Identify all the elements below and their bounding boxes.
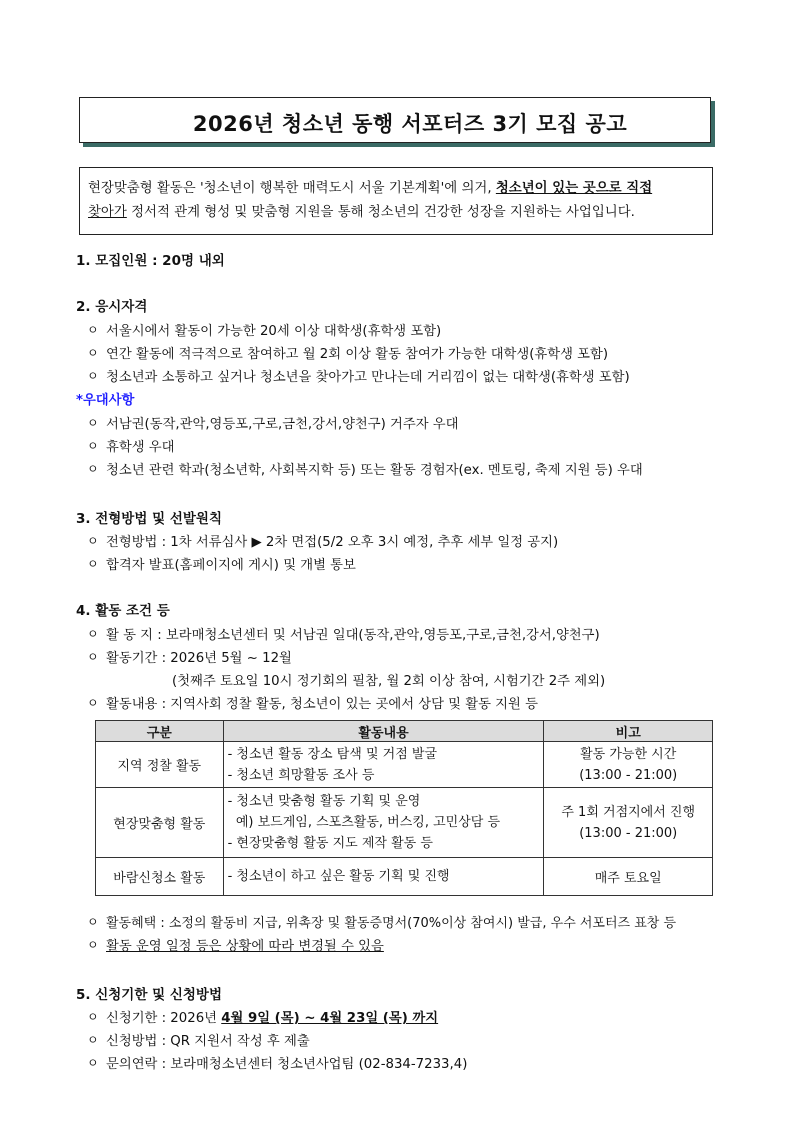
- bullet: ㅇ: [87, 534, 99, 548]
- list-item: [106, 1007, 438, 1026]
- bullet: ㅇ: [87, 696, 99, 710]
- bullet: ㅇ: [87, 1056, 99, 1070]
- table-cell: [223, 788, 544, 858]
- list-item: 합격자 발표(홈페이지에 게시) 및 개별 통보: [106, 558, 356, 573]
- activity-table: [95, 720, 713, 896]
- title-box: [79, 97, 711, 143]
- table-cell: 매주 토요일: [544, 858, 713, 896]
- table-cell: [223, 742, 544, 788]
- intro-text: 현장맞춤형 활동은 '청소년이 행복한 매력도시 서울 기본계획'에 의거,: [88, 181, 496, 196]
- table-header-row: [96, 721, 713, 742]
- table-header: 비고: [544, 721, 713, 742]
- bullet: ㅇ: [87, 1010, 99, 1024]
- table-cell-line: 주 1회 거점지에서 진행: [561, 804, 696, 820]
- section-4-title: 4. 활동 조건 등: [76, 603, 170, 619]
- table-cell: 바람신청소 활동: [96, 858, 224, 896]
- list-item: 활동기간 : 2026년 5월 ~ 12월: [106, 651, 292, 666]
- table-row: [96, 788, 713, 858]
- list-item: 전형방법 : 1차 서류심사 ▶ 2차 면접(5/2 오후 3시 예정, 추후 세부 일정 공지): [106, 535, 559, 550]
- bullet: ㅇ: [87, 369, 99, 383]
- bullet: ㅇ: [87, 323, 99, 337]
- table-row: [96, 858, 713, 896]
- table-cell: [223, 858, 544, 896]
- list-item: 문의연락 : 보라매청소년센터 청소년사업팀 (02-834-7233,4): [106, 1057, 468, 1072]
- deadline-value: 4월 9일 (목) ~ 4월 23일 (목) 까지: [221, 1011, 439, 1026]
- table-cell-line: 예) 보드게임, 스포츠활동, 버스킹, 고민상담 등: [227, 815, 501, 830]
- list-item: 서남권(동작,관악,영등포,구로,금천,강서,양천구) 거주자 우대: [106, 417, 459, 432]
- bullet: ㅇ: [87, 462, 99, 476]
- bullet: ㅇ: [87, 650, 99, 664]
- preference-title: *우대사항: [76, 393, 135, 408]
- list-item: 활동내용 : 지역사회 정찰 활동, 청소년이 있는 곳에서 상담 및 활동 지원 등: [106, 697, 538, 712]
- section-5-title: 5. 신청기한 및 신청방법: [76, 987, 222, 1003]
- table-cell-line: (13:00 - 21:00): [579, 767, 678, 783]
- deadline-label: 신청기한 : 2026년: [106, 1011, 222, 1026]
- list-item: 연간 활동에 적극적으로 참여하고 월 2회 이상 활동 참여가 가능한 대학생(휴학생 포함): [106, 347, 609, 362]
- bullet: ㅇ: [87, 346, 99, 360]
- bullet: ㅇ: [87, 915, 99, 929]
- section-3-title: 3. 전형방법 및 선발원칙: [76, 511, 222, 527]
- bullet: ㅇ: [87, 439, 99, 453]
- table-header: 구분: [96, 721, 224, 742]
- bullet: ㅇ: [87, 938, 99, 952]
- bullet: ㅇ: [87, 627, 99, 641]
- list-item-notice: 활동 운영 일정 등은 상황에 따라 변경될 수 있음: [106, 939, 384, 954]
- table-cell-line: - 청소년 맞춤형 활동 기획 및 운영: [227, 794, 421, 809]
- list-item: 신청방법 : QR 지원서 작성 후 제출: [106, 1034, 310, 1049]
- list-item: 청소년과 소통하고 싶거나 청소년을 찾아가고 만나는데 거리낌이 없는 대학생(휴학생 포함): [106, 370, 630, 385]
- intro-highlight: 청소년이 있는 곳으로 직접: [495, 181, 653, 196]
- table-cell: [544, 742, 713, 788]
- list-item: 활 동 지 : 보라매청소년센터 및 서남권 일대(동작,관악,영등포,구로,금천,강서,양천구): [106, 628, 600, 643]
- table-cell-line: - 청소년이 하고 싶은 활동 기획 및 진행: [227, 869, 450, 884]
- list-item: 청소년 관련 학과(청소년학, 사회복지학 등) 또는 활동 경험자(ex. 멘토링, 축제 지원 등) 우대: [106, 463, 643, 478]
- table-cell-line: - 청소년 희망활동 조사 등: [227, 767, 375, 783]
- intro-underline: 찾아가: [88, 205, 127, 220]
- list-item: 활동혜택 : 소정의 활동비 지급, 위촉장 및 활동증명서(70%이상 참여시) 발급, 우수 서포터즈 표창 등: [106, 916, 677, 931]
- table-cell: [544, 788, 713, 858]
- bullet: ㅇ: [87, 557, 99, 571]
- table-cell-line: - 현장맞춤형 활동 지도 제작 활동 등: [227, 836, 433, 851]
- section-1-title: 1. 모집인원 : 20명 내외: [76, 253, 225, 269]
- section-2-title: 2. 응시자격: [76, 299, 148, 315]
- list-item: 휴학생 우대: [106, 440, 175, 455]
- table-cell: 지역 정찰 활동: [96, 742, 224, 788]
- table-cell-line: - 청소년 활동 장소 탐색 및 거점 발굴: [227, 746, 438, 762]
- list-item-note: (첫째주 토요일 10시 정기회의 필참, 월 2회 이상 참여, 시험기간 2주 제외): [172, 674, 606, 689]
- bullet: ㅇ: [87, 1033, 99, 1047]
- bullet: ㅇ: [87, 416, 99, 430]
- intro-text-2: 정서적 관계 형성 및 맞춤형 지원을 통해 청소년의 건강한 성장을 지원하는 사업입니다.: [126, 205, 635, 220]
- table-row: [96, 742, 713, 788]
- list-item: 서울시에서 활동이 가능한 20세 이상 대학생(휴학생 포함): [106, 324, 442, 339]
- intro-box: [79, 167, 713, 235]
- table-header: 활동내용: [223, 721, 544, 742]
- table-cell-line: 활동 가능한 시간: [580, 746, 677, 762]
- table-cell-line: (13:00 - 21:00): [579, 825, 678, 841]
- table-cell: 현장맞춤형 활동: [96, 788, 224, 858]
- page-title: 2026년 청소년 동행 서포터즈 3기 모집 공고: [192, 112, 628, 136]
